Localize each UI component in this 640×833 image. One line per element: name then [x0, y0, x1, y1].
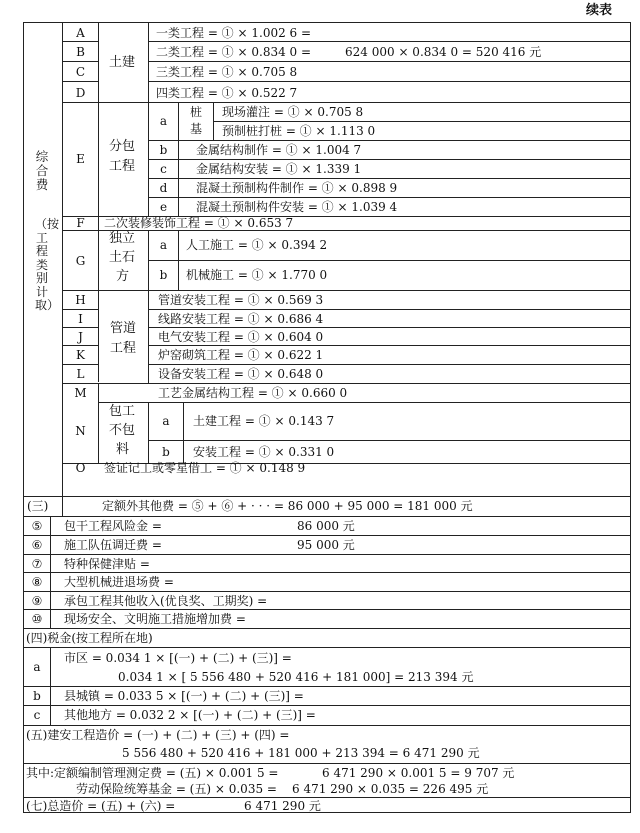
row-g-a: a [159, 238, 168, 252]
part3-item-text: 包干工程风险金 = [64, 519, 162, 533]
row-n-b-text: 安装工程 = ① × 0.331 0 [193, 445, 335, 459]
part3-item-value: 86 000 元 [297, 519, 355, 533]
row-e-e-text: 混凝土预制构件安装 = ① × 1.039 4 [196, 200, 398, 214]
row-code-c: C [75, 65, 86, 79]
part4-a1: 市区 = 0.034 1 × [(一) + (二) + (三)] = [64, 651, 292, 665]
group-duli-3: 方 [116, 269, 130, 284]
part4-b1: 县城镇 = 0.033 5 × [(一) + (二) + (三)] = [64, 689, 304, 703]
pile-label-1: 桩 [189, 105, 202, 119]
row-h-text: 管道安装工程 = ① × 0.569 3 [158, 293, 324, 307]
row-code-g: G [75, 254, 86, 268]
row-l-text: 设备安装工程 = ① × 0.648 0 [158, 367, 324, 381]
row-o-text: 签证记工或零星借工 = ① × 0.148 9 [104, 461, 306, 475]
group-tujian: 土建 [109, 55, 136, 70]
row-code-b: B [76, 45, 85, 59]
part4-c1: 其他地方 = 0.032 2 × [(一) + (二) + (三)] = [64, 708, 316, 722]
row-e-a1: 现场灌注 = ① × 0.705 8 [222, 105, 364, 119]
part5-calc: 5 556 480 + 520 416 + 181 000 + 213 394 = 6 471 290 元 [122, 746, 480, 760]
part3-item-num: ⑤ [31, 519, 43, 533]
part3-item-num: ⑧ [31, 575, 43, 589]
row-a-text: 一类工程 = ① × 1.002 6 = [156, 26, 312, 40]
group-duli-1: 独立 [109, 231, 136, 246]
row-i-text: 线路安装工程 = ① × 0.686 4 [158, 312, 324, 326]
row-code-f: F [76, 216, 85, 230]
part6-line1-calc: 6 471 290 × 0.001 5 = 9 707 元 [322, 766, 515, 780]
side-label-main: 综合费 [35, 149, 49, 192]
group-baogong-2: 不包 [109, 423, 136, 438]
part6-line2-calc: 6 471 290 × 0.035 = 226 495 元 [292, 782, 489, 796]
part7-title: (七)总造价 = (五) + (六) = [26, 799, 176, 813]
row-d-text: 四类工程 = ① × 0.522 7 [156, 86, 298, 100]
row-n-a: a [162, 414, 170, 428]
part5-title: (五)建安工程造价 = (一) + (二) + (三) + (四) = [26, 728, 290, 742]
group-baogong-1: 包工 [109, 404, 136, 419]
table-right-border [630, 22, 631, 812]
part4-a2: 0.034 1 × [ 5 556 480 + 520 416 + 181 000] = 213 394 元 [118, 670, 474, 684]
row-code-o: O [75, 461, 86, 475]
part3-item-num: ⑩ [31, 612, 43, 626]
continued-label: 续表 [586, 3, 613, 18]
row-c-text: 三类工程 = ① × 0.705 8 [156, 65, 298, 79]
row-code-d: D [75, 86, 86, 100]
row-code-m: M [74, 386, 87, 400]
row-e-c-text: 金属结构安装 = ① × 1.339 1 [196, 162, 362, 176]
group-fenbao-2: 工程 [109, 159, 136, 174]
pile-label-2: 基 [189, 122, 202, 136]
row-e-a2: 预制桩打桩 = ① × 1.113 0 [222, 124, 376, 138]
row-b-calc: 624 000 × 0.834 0 = 520 416 元 [345, 45, 542, 59]
row-code-n: N [75, 424, 86, 438]
row-b-text: 二类工程 = ① × 0.834 0 = [156, 45, 312, 59]
row-code-k: K [76, 348, 85, 362]
part7-value: 6 471 290 元 [244, 799, 321, 813]
part3-label: (三) [27, 499, 49, 513]
row-code-h: H [75, 293, 86, 307]
row-e-e: e [159, 200, 168, 214]
part3-item-value: 95 000 元 [297, 538, 355, 552]
row-g-a-text: 人工施工 = ① × 0.394 2 [186, 238, 328, 252]
part3-item-text: 承包工程其他收入(优良奖、工期奖) = [64, 594, 268, 608]
row-m-text: 工艺金属结构工程 = ① × 0.660 0 [158, 386, 348, 400]
row-g-b: b [159, 268, 168, 282]
part3-text: 定额外其他费 = ⑤ + ⑥ + · · · = 86 000 + 95 000 = 181 000 元 [102, 499, 473, 513]
row-code-e: E [76, 152, 85, 166]
group-baogong-3: 料 [116, 442, 130, 457]
row-code-l: L [76, 367, 85, 381]
row-e-b: b [159, 143, 168, 157]
part4-title: (四)税金(按工程所在地) [26, 631, 153, 645]
row-e-c: c [160, 162, 167, 176]
part3-item-text: 现场安全、文明施工措施增加费 = [64, 612, 246, 626]
group-install-1: 管道 [110, 321, 137, 336]
part4-c: c [33, 708, 41, 722]
part4-a: a [33, 660, 41, 674]
row-k-text: 炉窑砌筑工程 = ① × 0.622 1 [158, 348, 324, 362]
part4-b: b [33, 689, 41, 703]
row-e-d-text: 混凝土预制构件制作 = ① × 0.898 9 [196, 181, 398, 195]
part3-item-text: 施工队伍调迁费 = [64, 538, 162, 552]
part3-item-num: ⑨ [31, 594, 43, 608]
row-e-a: a [159, 114, 168, 128]
row-e-b-text: 金属结构制作 = ① × 1.004 7 [196, 143, 362, 157]
group-install-2: 工程 [110, 341, 137, 356]
group-duli-2: 土石 [109, 250, 136, 265]
part6-line2-label: 劳动保险统筹基金 = (五) × 0.035 = [76, 782, 277, 796]
row-code-j: J [78, 330, 83, 344]
side-label-paren: （按工程类别计取） [35, 217, 60, 312]
row-j-text: 电气安装工程 = ① × 0.604 0 [158, 330, 324, 344]
group-fenbao-1: 分包 [109, 139, 136, 154]
row-e-d: d [159, 181, 168, 195]
part6-line1-label: 其中:定额编制管理测定费 = (五) × 0.001 5 = [26, 766, 279, 780]
row-n-b: b [162, 445, 170, 459]
row-n-a-text: 土建工程 = ① × 0.143 7 [193, 414, 335, 428]
table-top-border [23, 22, 631, 23]
row-code-i: I [78, 312, 83, 326]
row-f-text: 二次装修装饰工程 = ① × 0.653 7 [104, 216, 294, 230]
part3-item-num: ⑥ [31, 538, 43, 552]
row-g-b-text: 机械施工 = ① × 1.770 0 [186, 268, 328, 282]
part3-item-num: ⑦ [31, 557, 43, 571]
part3-item-text: 大型机械进退场费 = [64, 575, 174, 589]
row-code-a: A [76, 26, 85, 40]
part3-item-text: 特种保健津贴 = [64, 557, 150, 571]
